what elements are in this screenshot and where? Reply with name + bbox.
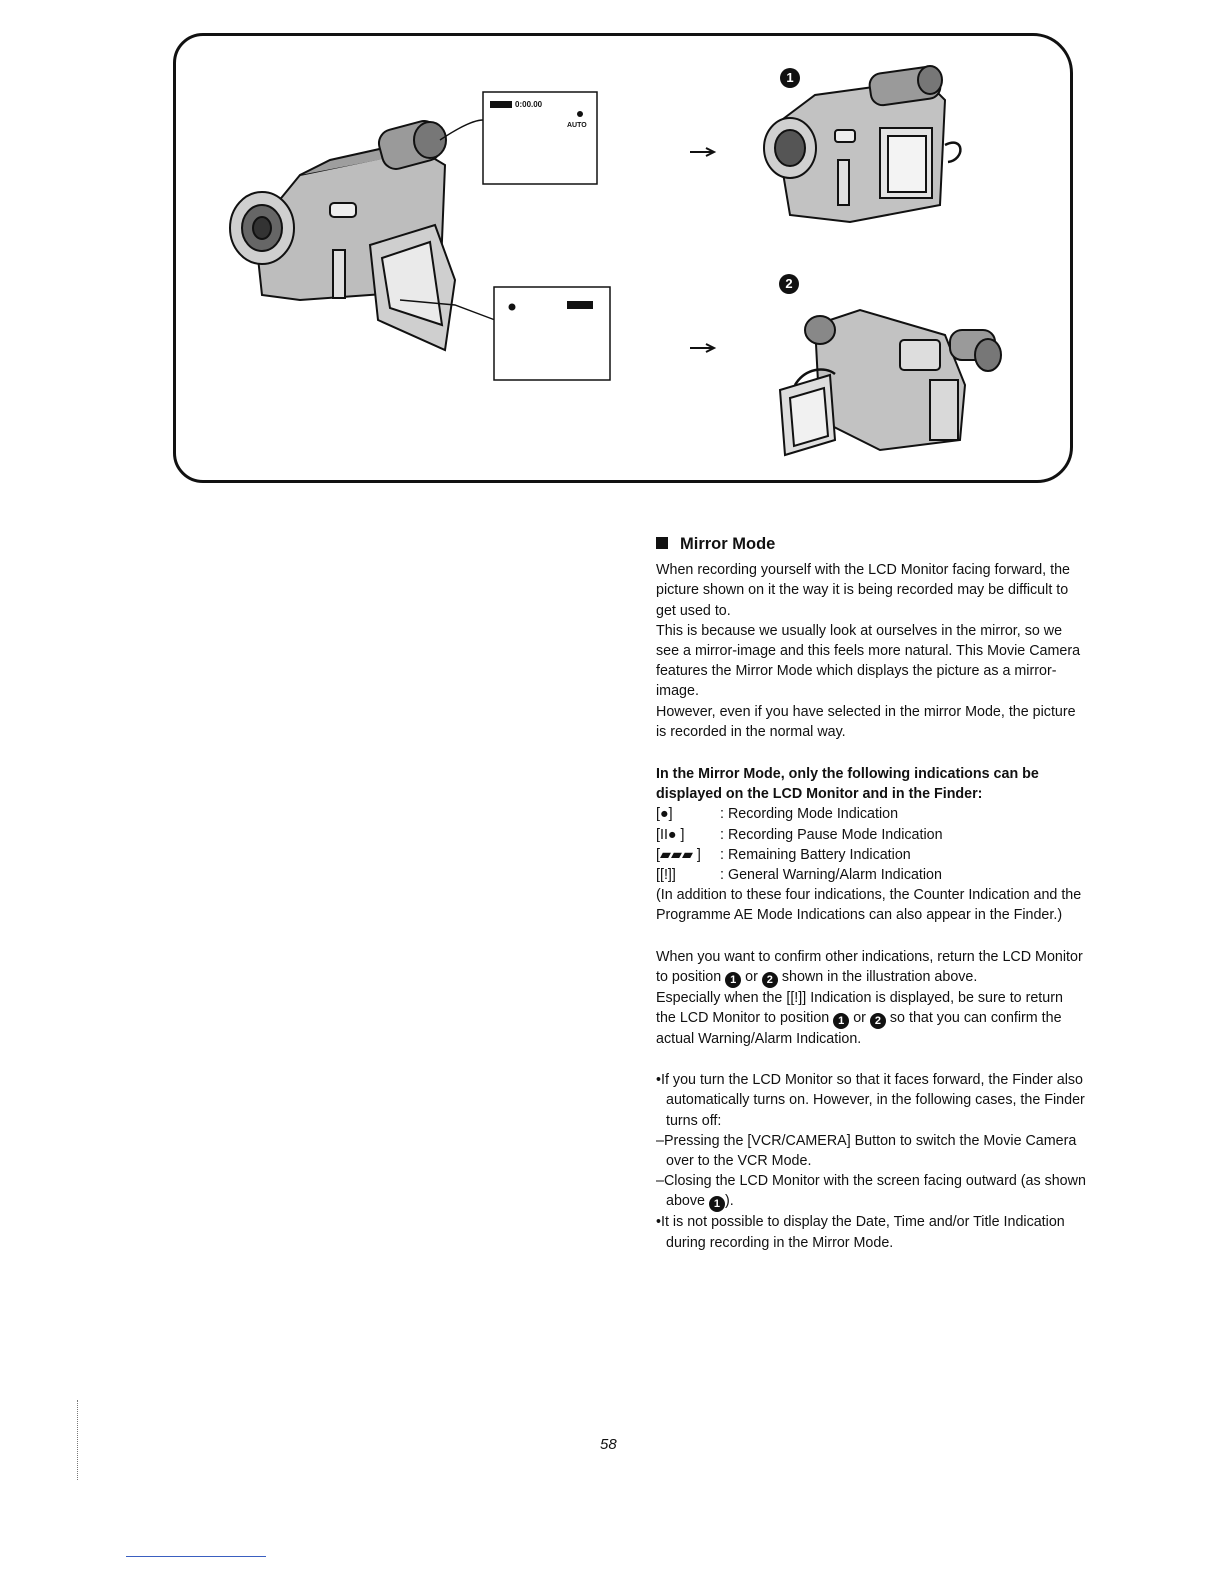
arrow-right-icon-2 [690, 344, 714, 352]
page-number: 58 [600, 1436, 617, 1453]
record-dot-icon-mirror [509, 304, 516, 311]
indication-row: [●] : Recording Mode Indication [656, 806, 899, 823]
indication-row: [▰▰▰ ] : Remaining Battery Indication [656, 846, 911, 863]
confirm-paragraph: When you want to confirm other indications, return the LCD Monitor to position 1 or 2 shown in the illustration above. [656, 948, 1083, 986]
position-2-icon: 2 [762, 972, 778, 988]
note-bullet-2: •It is not possible to display the Date, Time and/or Title Indication during recording in the Mirror Mode. [656, 1214, 1065, 1251]
position-1-icon: 1 [709, 1196, 725, 1212]
lcd-display-box-bottom [494, 287, 610, 380]
intro-paragraph-2: This is because we usually look at ourselves in the mirror, so we see a mirror-image and this feels more natural. This Movie Camera features the Mirror Mode which displays the picture as a mirror-image. [656, 622, 1081, 700]
indications-note: (In addition to these four indications, the Counter Indication and the Programme AE Mode Indications can also appear in the Finder.) [656, 887, 1082, 924]
battery-indicator-icon [490, 101, 512, 108]
note-dash-2: –Closing the LCD Monitor with the screen facing outward (as shown above 1 ). [656, 1173, 1086, 1211]
especially-paragraph: Especially when the [[!]] Indication is displayed, be sure to return the LCD Monitor to position 1 or 2 so that you can confirm the actual Warning/Alarm Indication. [656, 989, 1063, 1048]
main-camcorder-drawing [230, 118, 455, 350]
indication-row: [[!]] : General Warning/Alarm Indication [656, 867, 942, 884]
intro-paragraph-3: However, even if you have selected in the mirror Mode, the picture is recorded in the normal way. [656, 703, 1076, 740]
section-heading: Mirror Mode [656, 534, 1086, 554]
position-2-icon: 2 [870, 1013, 886, 1029]
intro-paragraph-1: When recording yourself with the LCD Monitor facing forward, the picture shown on it the way it is being recorded may be difficult to get used to. [656, 562, 1071, 619]
mirror-mode-section [656, 534, 1086, 1253]
indication-row: [II● ] : Recording Pause Mode Indication [656, 826, 943, 843]
camcorder-position-1-drawing [764, 65, 960, 222]
note-bullet-1: •If you turn the LCD Monitor so that it faces forward, the Finder also automatically turns on. However, in the following cases, the Finder turns off: [656, 1072, 1085, 1129]
position-1-icon: 1 [725, 972, 741, 988]
margin-dots [77, 1400, 78, 1480]
counter-display: 0:00.00 [515, 100, 543, 109]
note-dash-1: –Pressing the [VCR/CAMERA] Button to switch the Movie Camera over to the VCR Mode. [656, 1132, 1077, 1170]
position-1-icon: 1 [833, 1013, 849, 1029]
arrow-right-icon [690, 148, 714, 156]
indications-heading: In the Mirror Mode, only the following indications can be displayed on the LCD Monitor and in the Finder: [656, 766, 1039, 803]
battery-indicator-icon-mirror [567, 301, 593, 309]
footer-rule [126, 1556, 266, 1557]
camcorder-illustration [0, 0, 1224, 520]
auto-mode-label: AUTO [567, 122, 587, 129]
camcorder-position-2-drawing [780, 310, 1001, 455]
position-2-marker: 2 [779, 274, 799, 294]
record-dot-icon [577, 111, 583, 117]
square-bullet-icon [656, 537, 668, 549]
position-1-marker: 1 [780, 68, 800, 88]
